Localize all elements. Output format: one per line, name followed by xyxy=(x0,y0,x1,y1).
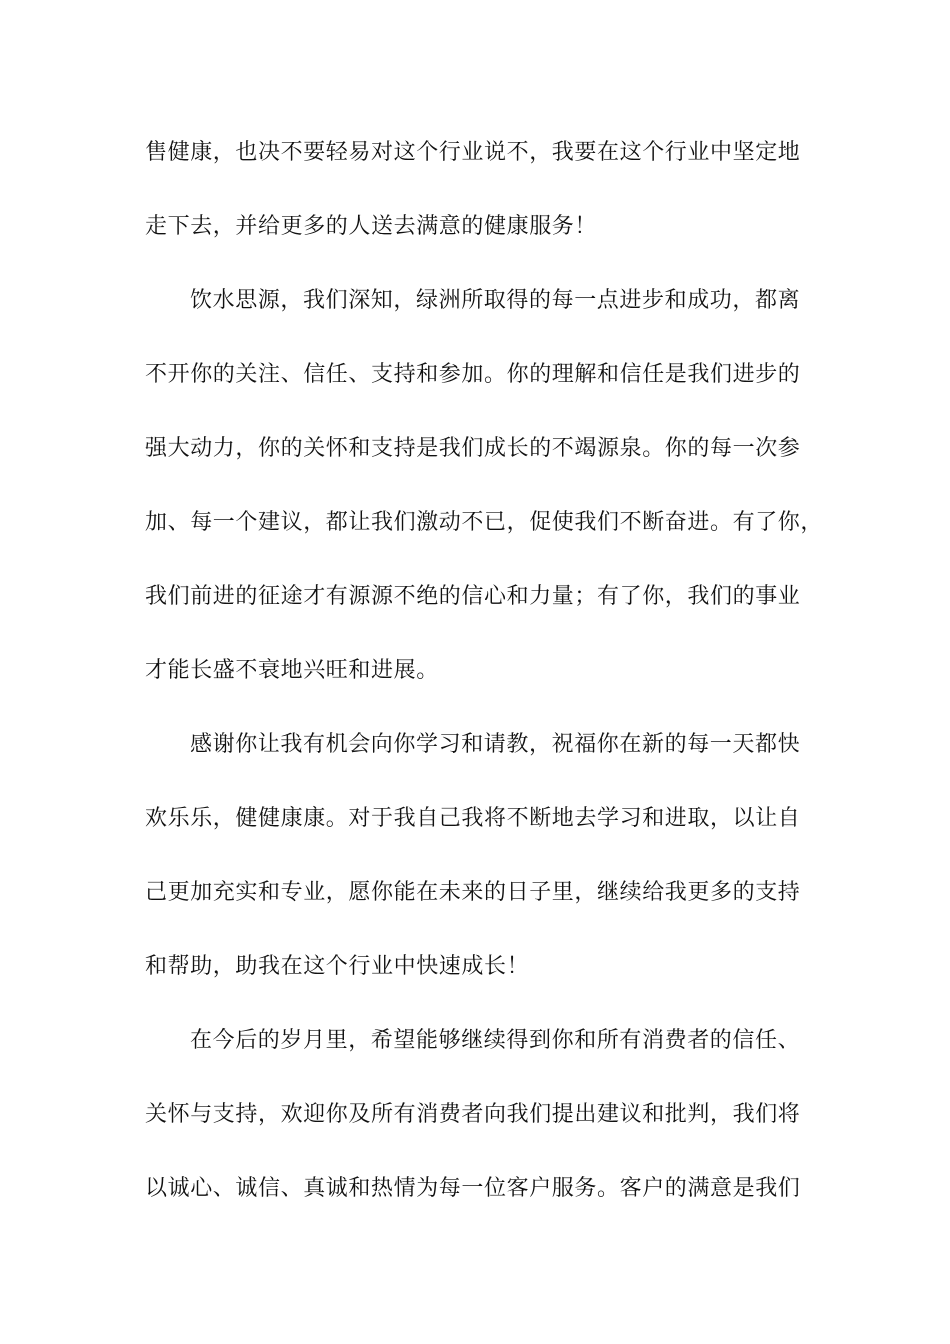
text-line: 在今后的岁月里，希望能够继续得到你和所有消费者的信任、 xyxy=(190,1028,801,1053)
text-line: 以诚心、诚信、真诚和热情为每一位客户服务。客户的满意是我们 xyxy=(145,1176,801,1201)
text-line: 走下去，并给更多的人送去满意的健康服务！ xyxy=(145,214,598,239)
text-line: 欢乐乐，健健康康。对于我自己我将不断地去学习和进取，以让自 xyxy=(145,806,801,831)
text-line: 加、每一个建议，都让我们激动不已，促使我们不断奋进。有了你， xyxy=(145,510,824,535)
text-line: 强大动力，你的关怀和支持是我们成长的不竭源泉。你的每一次参 xyxy=(145,436,801,461)
text-line: 和帮助，助我在这个行业中快速成长！ xyxy=(145,954,530,979)
text-line: 关怀与支持，欢迎你及所有消费者向我们提出建议和批判，我们将 xyxy=(145,1102,801,1127)
text-line: 饮水思源，我们深知，绿洲所取得的每一点进步和成功，都离 xyxy=(190,288,801,313)
text-line: 才能长盛不衰地兴旺和进展。 xyxy=(145,658,439,683)
text-line: 不开你的关注、信任、支持和参加。你的理解和信任是我们进步的 xyxy=(145,362,801,387)
text-line: 己更加充实和专业，愿你能在未来的日子里，继续给我更多的支持 xyxy=(145,880,801,905)
text-line: 感谢你让我有机会向你学习和请教，祝福你在新的每一天都快 xyxy=(190,732,801,757)
text-line: 售健康，也决不要轻易对这个行业说不，我要在这个行业中坚定地 xyxy=(145,140,801,165)
text-line: 我们前进的征途才有源源不绝的信心和力量；有了你，我们的事业 xyxy=(145,584,801,609)
